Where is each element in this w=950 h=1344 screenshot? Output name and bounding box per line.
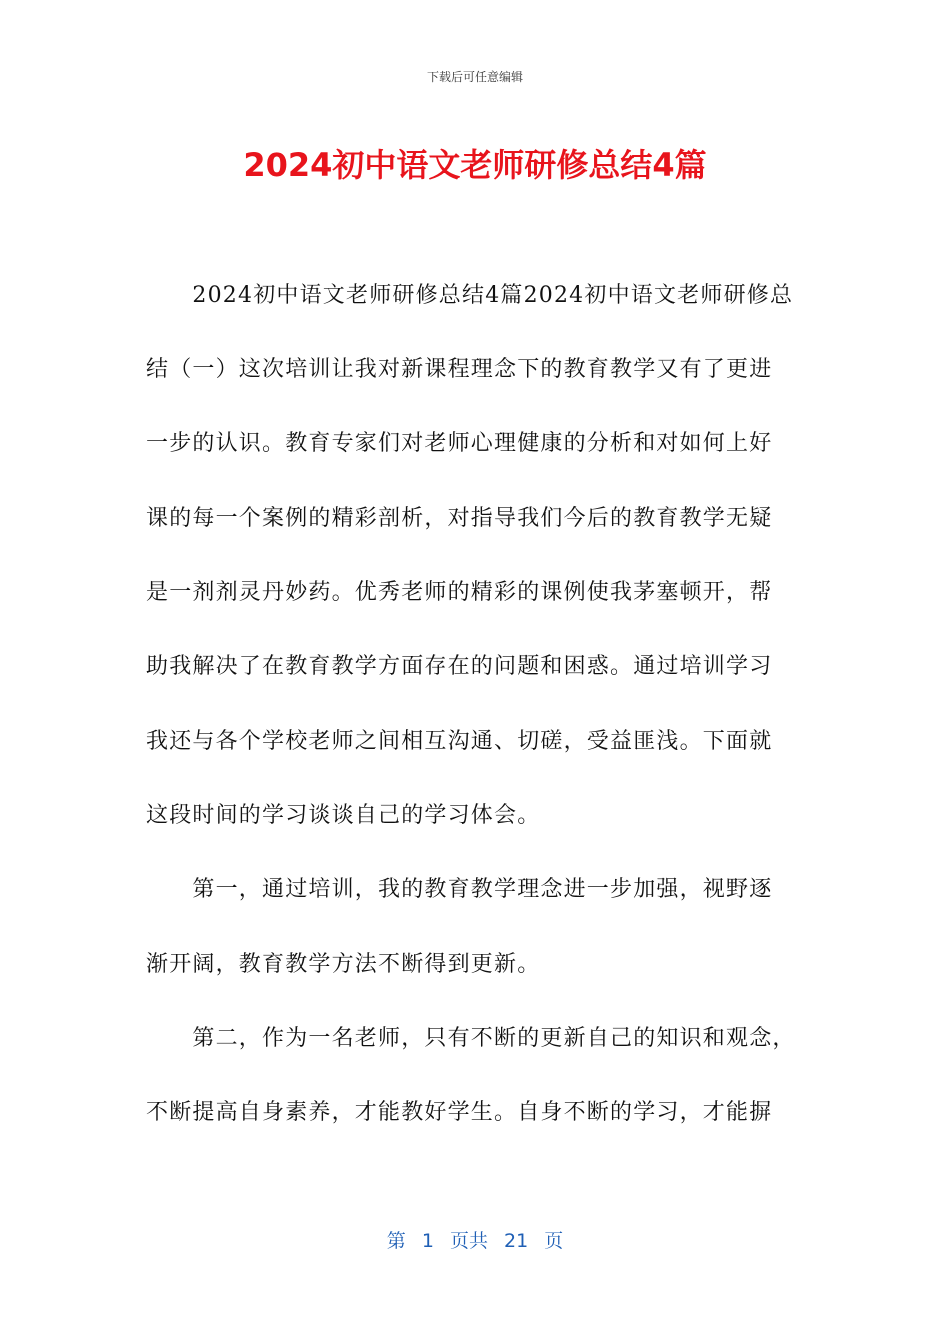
- body-line-6: 助我解决了在教育教学方面存在的问题和困惑。通过培训学习: [146, 654, 773, 679]
- body-line-2: 结（一）这次培训让我对新课程理念下的教育教学又有了更进: [146, 357, 773, 382]
- page-footer: 第 1 页共 21 页: [386, 1230, 564, 1252]
- body-line-5: 是一剂剂灵丹妙药。优秀老师的精彩的课例使我茅塞顿开，帮: [146, 580, 773, 605]
- body-line-1: 2024初中语文老师研修总结4篇2024初中语文老师研修总: [146, 283, 794, 308]
- body-line-11: 第二，作为一名老师，只有不断的更新自己的知识和观念，: [146, 1026, 796, 1051]
- body-line-9: 第一，通过培训，我的教育教学理念进一步加强，视野逐: [146, 877, 773, 902]
- body-line-3: 一步的认识。教育专家们对老师心理健康的分析和对如何上好: [146, 431, 773, 456]
- body-line-12: 不断提高自身素养，才能教好学生。自身不断的学习，才能摒: [146, 1100, 773, 1125]
- body-line-4: 课的每一个案例的精彩剖析，对指导我们今后的教育教学无疑: [146, 506, 773, 531]
- body-line-8: 这段时间的学习谈谈自己的学习体会。: [146, 803, 541, 828]
- document-title: 2024初中语文老师研修总结4篇: [243, 146, 707, 184]
- header-note: 下载后可任意编辑: [426, 70, 523, 84]
- body-line-10: 渐开阔，教育教学方法不断得到更新。: [146, 952, 541, 977]
- body-line-7: 我还与各个学校老师之间相互沟通、切磋，受益匪浅。下面就: [146, 729, 773, 754]
